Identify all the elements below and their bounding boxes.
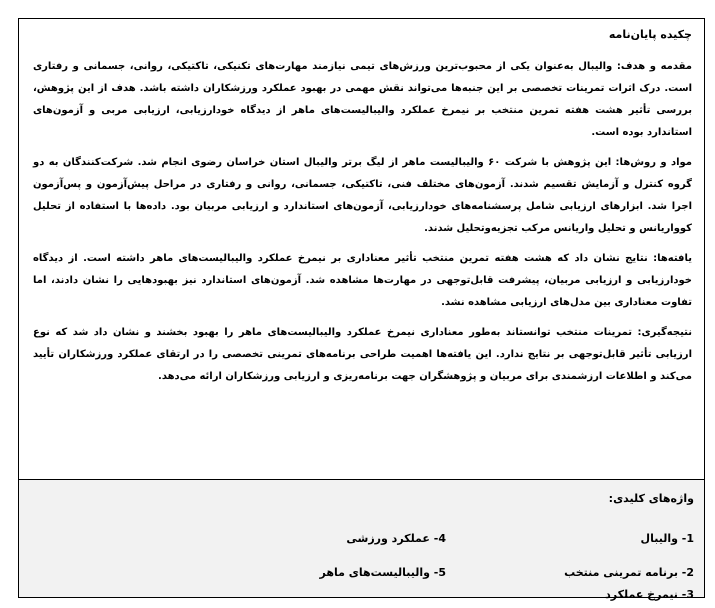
keyword-item: 2- برنامه تمرینی منتخب — [564, 566, 694, 579]
keywords-title: واژه‌های کلیدی: — [608, 492, 694, 505]
abstract-title: چکیده پایان‌نامه — [608, 28, 692, 41]
keywords-section — [19, 480, 704, 601]
conclusion-paragraph: نتیجه‌گیری: تمرینات منتخب توانستاند به‌طور معناداری نیمرخ عملکرد والیبالیست‌های ماهر را بهبود بخشند و نشان داد شد که نوع ارزیابی تأثیر قابل‌توجهی بر نتایج ندارد. این یافته‌ها اهمیت طراحی برنامه‌های تمرینی تخصصی را در ارتقای عملکرد ورزشکاران تأیید می‌کند و اطلاعات ارزشمندی برای مربیان و پژوهشگران جهت برنامه‌ریزی و ارزیابی ورزشکاران ارائه می‌دهد. — [33, 327, 692, 382]
methods-paragraph: مواد و روش‌ها: این پژوهش با شرکت ۶۰ والیبالیست ماهر از لیگ برتر والیبال استان خراسان رضوی انجام شد. شرکت‌کنندگان به دو گروه کنترل و آزمایش تقسیم شدند. آزمون‌های مختلف فنی، تاکتیکی، جسمانی، روانی و رفتاری در مراحل پیش‌آزمون و پس‌آزمون اجرا شد. ابزارهای ارزیابی شامل پرسشنامه‌های خودارزیابی، آزمون‌های استاندارد و ارزیابی مربیان بود. داده‌ها با استفاده از تحلیل کوواریانس و تحلیل واریانس مرکب تجزیه‌وتحلیل شدند. — [33, 157, 692, 234]
findings-paragraph: یافته‌ها: نتایج نشان داد که هشت هفته تمرین منتخب تأثیر معناداری بر نیمرخ عملکرد والیبالیست‌های ماهر داشته است. از دیدگاه خودارزیابی و ارزیابی مربیان، پیشرفت قابل‌توجهی در مهارت‌ها مشاهده شد. آزمون‌های استاندارد نیز بهبودهایی را نشان دادند، اما تفاوت معناداری بین مدل‌های ارزیابی مشاهده نشد. — [33, 253, 692, 308]
keyword-item: 1- والیبال — [640, 532, 694, 545]
introduction-paragraph: مقدمه و هدف: والیبال به‌عنوان یکی از محبوب‌ترین ورزش‌های تیمی نیازمند مهارت‌های تکنیکی، تاکتیکی، روانی، جسمانی و رفتاری است. درک اثرات تمرینات تخصصی بر این جنبه‌ها می‌تواند نقش مهمی در بهبود عملکرد ورزشکاران داشته باشد. هدف از این پژوهش، بررسی تأثیر هشت هفته تمرین منتخب بر نیمرخ عملکرد والیبالیست‌های ماهر از دیدگاه خودارزیابی، ارزیابی مربی و آزمون‌های استاندارد بوده است. — [33, 61, 692, 138]
keyword-item: 4- عملکرد ورزشی — [346, 532, 446, 545]
abstract-section — [19, 19, 704, 480]
abstract-sheet — [18, 18, 705, 601]
keyword-item: 3- نیمرخ عملکرد — [605, 588, 694, 601]
keyword-item: 5- والیبالیست‌های ماهر — [319, 566, 446, 579]
